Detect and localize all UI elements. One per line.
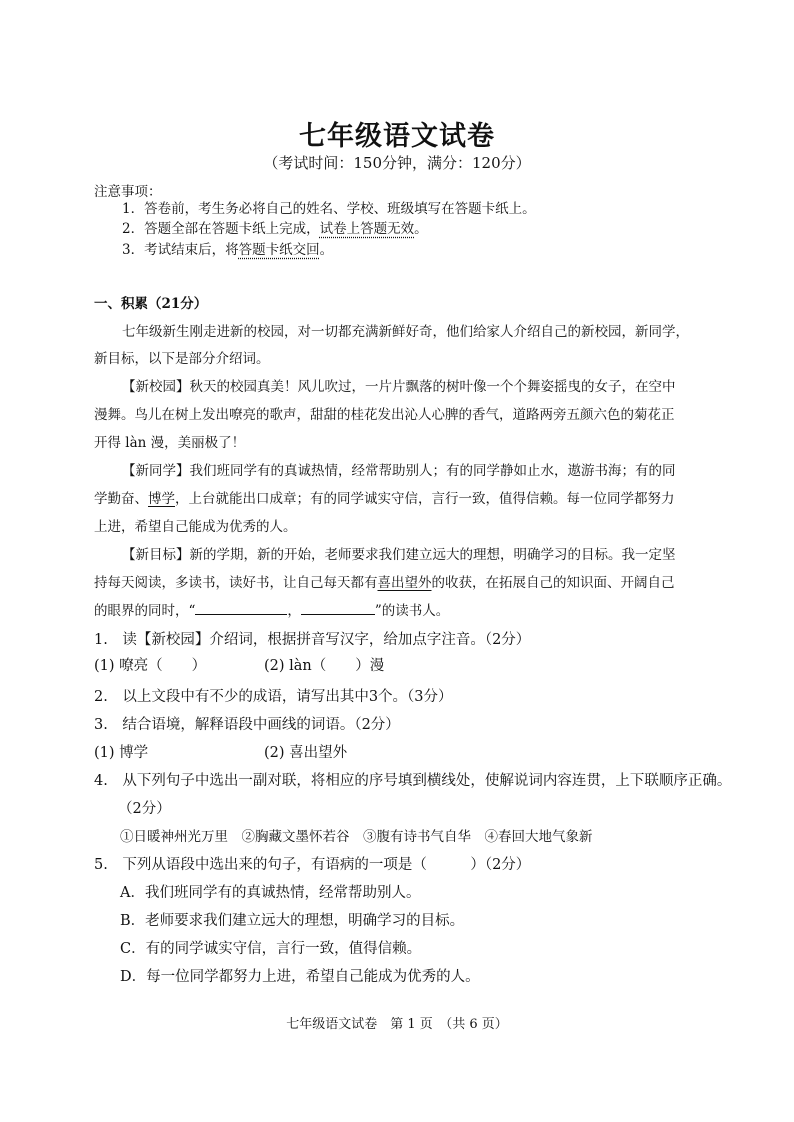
section-heading: 一、积累（21分） bbox=[94, 296, 208, 312]
notice-item-2-end: 。 bbox=[414, 221, 428, 237]
question-1: 1. 读【新校园】介绍词，根据拼音写汉字，给加点字注音。（2分） bbox=[94, 632, 531, 648]
goals-paragraph-line-1: 【新目标】新的学期，新的开始，老师要求我们建立远大的理想，明确学习的目标。我一定坚 bbox=[122, 547, 676, 563]
page-footer: 七年级语文试卷 第 1 页 （共 6 页） bbox=[286, 1017, 508, 1032]
question-3-part-1: (1) 博学 bbox=[94, 745, 149, 761]
classmates-paragraph-line-1: 【新同学】我们班同学有的真诚热情，经常帮助别人；有的同学静如止水，遨游书海；有的同 bbox=[122, 463, 676, 479]
question-3-part-2: (2) 喜出望外 bbox=[264, 745, 348, 761]
intro-line-2: 新目标，以下是部分介绍词。 bbox=[94, 351, 270, 367]
goals-text-c: 的收获，在拓展自己的知识面、开阔自己 bbox=[431, 575, 675, 591]
classmates-paragraph-line-3: 上进，希望自己能成为优秀的人。 bbox=[94, 519, 297, 535]
question-1-part-1: (1) 嘹亮（ ） bbox=[94, 658, 207, 674]
notice-item-3 bbox=[122, 238, 333, 258]
question-5-option-c: C．有的同学诚实守信，言行一致，值得信赖。 bbox=[120, 941, 422, 957]
classmates-text-c: ，上台就能出口成章；有的同学诚实守信，言行一致，值得信赖。每一位同学都努力 bbox=[175, 491, 675, 507]
notice-emphasis-2: 答题卡纸交回 bbox=[238, 242, 320, 258]
exam-info: （考试时间：150分钟，满分：120分） bbox=[263, 154, 531, 172]
notice-item-3-end: 。 bbox=[319, 242, 334, 258]
goals-text-end: ”的读书人。 bbox=[374, 603, 450, 619]
underlined-word-boxue: 博学 bbox=[148, 491, 175, 507]
page-title: 七年级语文试卷 bbox=[299, 121, 495, 152]
classmates-paragraph-line-2 bbox=[94, 487, 675, 507]
goals-text-start: 的眼界的同时，“ bbox=[94, 603, 196, 619]
question-4: 4. 从下列句子中选出一副对联，将相应的序号填到横线处，使解说词内容连贯，上下联顺序正确。 bbox=[94, 773, 732, 789]
intro-line-1: 七年级新生刚走进新的校园，对一切都充满新鲜好奇，他们给家人介绍自己的新校园，新同学， bbox=[122, 324, 689, 340]
underlined-word-xichuwangwai: 喜出望外 bbox=[377, 575, 432, 591]
question-5-option-a: A．我们班同学有的真诚热情，经常帮助别人。 bbox=[120, 885, 421, 901]
goals-paragraph-line-2 bbox=[94, 571, 675, 591]
question-4-score: （2分） bbox=[118, 801, 171, 817]
campus-paragraph-line-1: 【新校园】秋天的校园真美！风儿吹过，一片片飘落的树叶像一个个舞姿摇曳的女子，在空中 bbox=[122, 379, 676, 395]
notice-item-3-text: 3．考试结束后，将 bbox=[122, 242, 239, 258]
question-4-options: ①日暖神州光万里 ②胸藏文墨怀若谷 ③腹有诗书气自华 ④春回大地气象新 bbox=[120, 829, 593, 845]
question-5-option-d: D．每一位同学都努力上进，希望自己能成为优秀的人。 bbox=[120, 969, 480, 985]
question-3: 3. 结合语境，解释语段中画线的词语。（2分） bbox=[94, 717, 400, 733]
campus-paragraph-line-2: 漫舞。鸟儿在树上发出嘹亮的歌声，甜甜的桂花发出沁人心脾的香气，道路两旁五颜六色的菊花正 bbox=[94, 407, 675, 423]
question-5-option-b: B．老师要求我们建立远大的理想，明确学习的目标。 bbox=[120, 913, 465, 929]
campus-paragraph-line-3: 开得 làn 漫，美丽极了！ bbox=[94, 435, 246, 451]
classmates-text-a: 学勤奋、 bbox=[94, 491, 148, 507]
notice-item-2-text: 2．答题全部在答题卡纸上完成， bbox=[122, 221, 320, 237]
goals-paragraph-line-3 bbox=[94, 599, 449, 619]
goals-text-a: 持每天阅读，多读书，读好书，让自己每天都有 bbox=[94, 575, 378, 591]
couplet-blank-2[interactable] bbox=[301, 600, 375, 615]
question-2: 2. 以上文段中有不少的成语，请写出其中3个。（3分） bbox=[94, 689, 453, 705]
goals-text-comma: ， bbox=[287, 603, 301, 619]
notice-item-2 bbox=[122, 217, 428, 237]
couplet-blank-1[interactable] bbox=[195, 600, 287, 615]
notice-heading: 注意事项： bbox=[94, 184, 162, 200]
question-1-part-2: (2) làn（ ）漫 bbox=[264, 658, 385, 674]
question-5: 5. 下列从语段中选出来的句子，有语病的一项是（ ）（2分） bbox=[94, 857, 531, 873]
notice-emphasis-1: 试卷上答题无效 bbox=[319, 221, 415, 237]
notice-item-1: 1．答卷前，考生务必将自己的姓名、学校、班级填写在答题卡纸上。 bbox=[122, 201, 536, 217]
